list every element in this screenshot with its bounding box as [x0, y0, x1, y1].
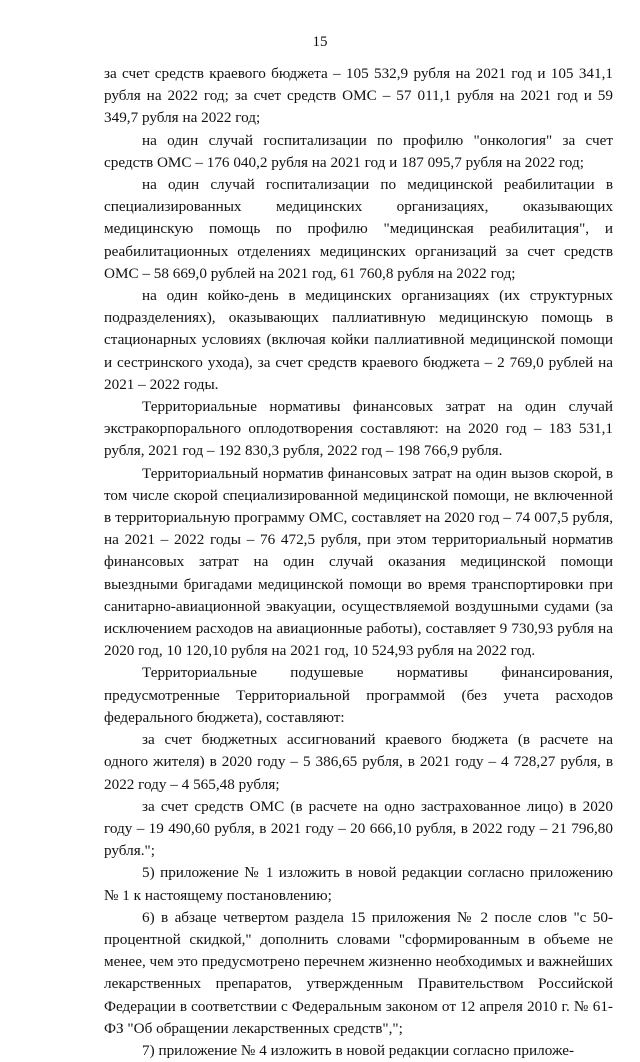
paragraph-5: Территориальные нормативы финансовых затрат на один случай экстракорпорального оплодотворения составляют: на 2020 год – 183 531,1 рубля, 2021 год – 192 830,3 рубля, 2022 год – 198 766,9 рубля.	[104, 398, 613, 460]
page-number: 15	[312, 34, 328, 50]
paragraph-2: на один случай госпитализации по профилю "онкология" за счет средств ОМС – 176 040,2 рубля на 2021 год и 187 095,7 рубля на 2022 год;	[104, 131, 613, 171]
paragraph-3: на один случай госпитализации по медицинской реабилитации в специализированных медицинских организациях, оказывающих медицинскую помощь по профилю "медицинская реабилитация", и реабилитационных отделениях медицинских организаций за счет средств ОМС – 58 669,0 рублей на 2021 год, 61 760,8 рубля на 2022 год;	[104, 176, 613, 282]
paragraph-12: 7) приложение № 4 изложить в новой редакции согласно приложе-	[142, 1041, 575, 1059]
paragraph-1: за счет средств краевого бюджета – 105 532,9 рубля на 2021 год и 105 341,1 рубля на 2022 год; за счет средств ОМС – 57 011,1 рубля на 2021 год и 59 349,7 рубля на 2022 год;	[104, 65, 613, 127]
paragraph-9: за счет средств ОМС (в расчете на одно застрахованное лицо) в 2020 году – 19 490,60 рубля, в 2021 году – 20 666,10 рубля, в 2022 году – 21 796,80 рубля.";	[104, 797, 613, 860]
document-body	[104, 63, 613, 1062]
paragraph-7: Территориальные подушевые нормативы финансирования, предусмотренные Территориальной программой (без учета расходов федерального бюджета), составляют:	[104, 664, 613, 726]
paragraph-4: на один койко-день в медицинских организациях (их структурных подразделениях), оказывающих паллиативную медицинскую помощь в стационарных условиях (включая койки паллиативной медицинской помощи и сестринского ухода), за счет средств краевого бюджета – 2 769,0 рублей на 2021 – 2022 годы.	[104, 287, 613, 393]
paragraph-8: за счет бюджетных ассигнований краевого бюджета (в расчете на одного жителя) в 2020 году – 5 386,65 рубля, в 2021 году – 4 728,27 рубля, в 2022 году – 4 565,48 рубля;	[104, 731, 613, 793]
paragraph-11: 6) в абзаце четвертом раздела 15 приложения № 2 после слов "с 50-процентной скидкой," дополнить словами "сформированным в объеме не менее, чем это предусмотрено перечнем жизненно необходимых и важнейших лекарственных препаратов, утвержденным Правительством Российской Федерации в соответствии с Федеральным законом от 12 апреля 2010 г. № 61-ФЗ "Об обращении лекарственных средств",";	[104, 908, 613, 1037]
paragraph-6: Территориальный норматив финансовых затрат на один вызов скорой, в том числе скорой специализированной медицинской помощи, не включенной в территориальную программу ОМС, составляет на 2020 год – 74 007,5 рубля, на 2021 – 2022 годы – 76 472,5 рубля, при этом территориальный норматив финансовых затрат на один случай оказания медицинской помощи выездными бригадами медицинской помощи во время транспортировки при санитарно-авиационной эвакуации, осуществляемой воздушными судами (за исключением расходов на авиационные работы), составляет 9 730,93 рубля на 2020 год, 10 120,10 рубля на 2021 год, 10 524,93 рубля на 2022 год.	[104, 464, 613, 660]
paragraph-10: 5) приложение № 1 изложить в новой редакции согласно приложению № 1 к настоящему постановлению;	[104, 864, 613, 904]
